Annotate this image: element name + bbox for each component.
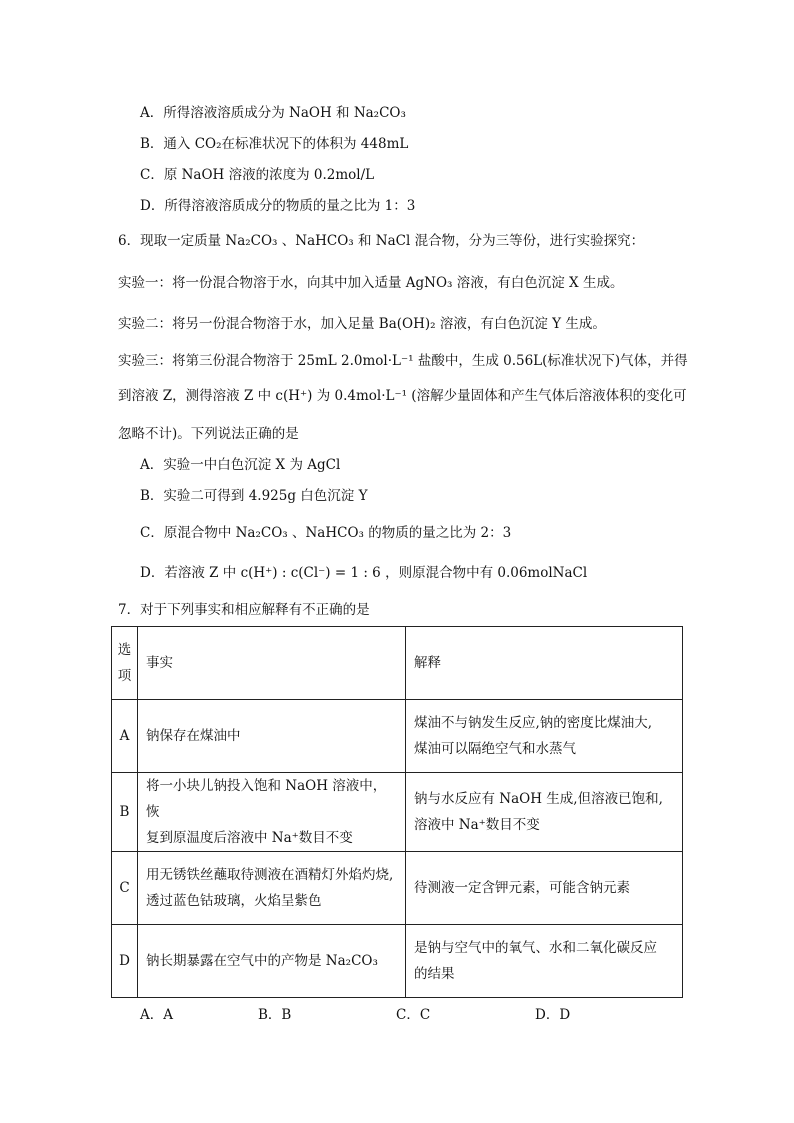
row-option: A [112, 700, 138, 773]
q5-option-d: D．所得溶液溶质成分的物质的量之比为 1：3 [140, 198, 416, 214]
q6-option-b: B．实验二可得到 4.925g 白色沉淀 Y [140, 488, 368, 504]
row-fact-line: 将一小块儿钠投入饱和 NaOH 溶液中，恢 [146, 778, 387, 820]
table-header-row [112, 627, 683, 700]
row-fact-line: 用无锈铁丝蘸取待测液在酒精灯外焰灼烧, [146, 867, 394, 883]
q6-experiment-3-line-1: 实验三：将第三份混合物溶于 25mL 2.0mol·L⁻¹ 盐酸中，生成 0.56L(标准状况下)气体，并得 [118, 353, 688, 369]
table-row [112, 925, 683, 998]
header-option [112, 627, 138, 700]
row-option: B [112, 773, 138, 852]
row-explanation-line: 待测液一定含钾元素，可能含钠元素 [414, 880, 630, 896]
header-option-line-1: 选 [117, 642, 132, 658]
row-fact-line: 透过蓝色钴玻璃，火焰呈紫色 [146, 893, 322, 909]
q6-stem: 6．现取一定质量 Na₂CO₃ 、NaHCO₃ 和 NaCl 混合物，分为三等份，进行实验探究： [118, 233, 645, 249]
q7-answer-c: C．C [396, 1007, 431, 1023]
q6-experiment-1: 实验一：将一份混合物溶于水，向其中加入适量 AgNO₃ 溶液，有白色沉淀 X 生成。 [118, 275, 624, 291]
row-explanation [406, 773, 683, 852]
table-row [112, 773, 683, 852]
row-explanation-line: 煤油可以隔绝空气和水蒸气 [414, 741, 576, 757]
row-explanation [406, 925, 683, 998]
q5-option-b: B．通入 CO₂在标准状况下的体积为 448mL [140, 136, 409, 152]
row-option: D [112, 925, 138, 998]
q7-facts-table [111, 626, 683, 998]
header-fact: 事实 [138, 627, 406, 700]
header-option-line-2: 项 [117, 668, 132, 684]
row-fact [138, 700, 406, 773]
row-explanation-line: 是钠与空气中的氧气、水和二氧化碳反应 [414, 940, 657, 956]
q5-option-a: A．所得溶液溶质成分为 NaOH 和 Na₂CO₃ [140, 105, 406, 121]
header-explanation: 解释 [406, 627, 683, 700]
row-fact [138, 925, 406, 998]
row-explanation [406, 700, 683, 773]
q7-answer-d: D．D [535, 1007, 571, 1023]
row-explanation-line: 煤油不与钠发生反应,钠的密度比煤油大, [414, 715, 653, 731]
q6-option-a: A．实验一中白色沉淀 X 为 AgCl [140, 457, 341, 473]
row-fact-line: 钠长期暴露在空气中的产物是 Na₂CO₃ [146, 953, 378, 969]
row-option: C [112, 852, 138, 925]
table-row [112, 700, 683, 773]
q6-experiment-2: 实验二：将另一份混合物溶于水，加入足量 Ba(OH)₂ 溶液，有白色沉淀 Y 生成。 [118, 316, 606, 332]
q7-answer-b: B．B [258, 1007, 292, 1023]
row-fact [138, 773, 406, 852]
row-explanation [406, 852, 683, 925]
row-explanation-line: 钠与水反应有 NaOH 生成,但溶液已饱和, [414, 791, 663, 807]
row-fact-line: 复到原温度后溶液中 Na⁺数目不变 [146, 830, 353, 846]
q7-answer-options [140, 1003, 660, 1023]
q5-option-c: C．原 NaOH 溶液的浓度为 0.2mol/L [140, 167, 375, 183]
q6-experiment-3-line-2: 到溶液 Z，测得溶液 Z 中 c(H⁺) 为 0.4mol·L⁻¹ (溶解少量固体和产生气体后溶液体积的变化可 [118, 388, 687, 404]
row-explanation-line: 溶液中 Na⁺数目不变 [414, 817, 540, 833]
q6-option-c: C．原混合物中 Na₂CO₃ 、NaHCO₃ 的物质的量之比为 2：3 [140, 525, 512, 541]
row-fact [138, 852, 406, 925]
row-explanation-line: 的结果 [414, 966, 455, 982]
q6-option-d: D．若溶液 Z 中 c(H⁺) : c(Cl⁻) = 1 : 6 ，则原混合物中有 0.06molNaCl [140, 565, 588, 581]
q7-stem: 7．对于下列事实和相应解释有不正确的是 [118, 602, 370, 618]
table-row [112, 852, 683, 925]
q6-experiment-3-line-3: 忽略不计)。下列说法正确的是 [118, 426, 299, 442]
row-fact-line: 钠保存在煤油中 [146, 728, 241, 744]
q7-answer-a: A．A [140, 1007, 173, 1023]
